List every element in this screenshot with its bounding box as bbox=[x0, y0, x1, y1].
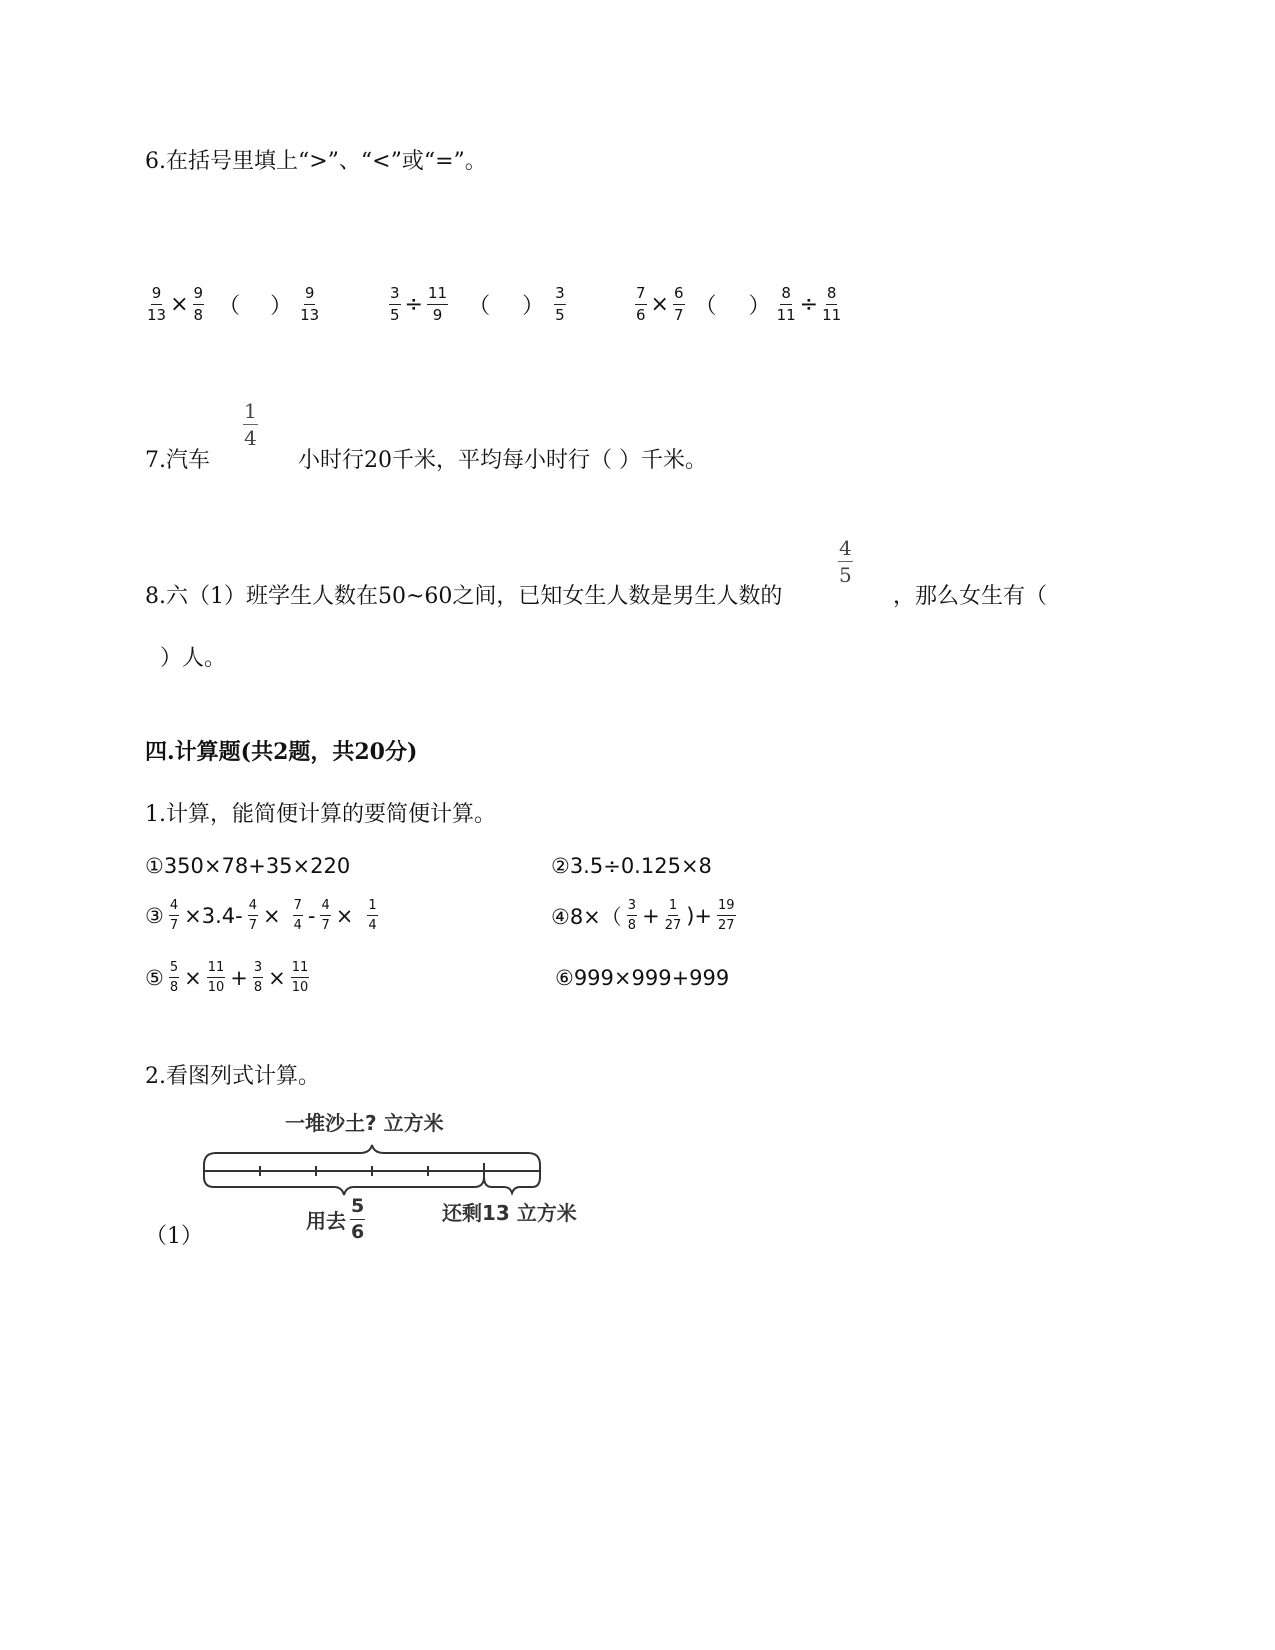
answer-blank-open: （ bbox=[468, 294, 491, 319]
fraction: $\frac{9}{8}$ bbox=[193, 284, 204, 324]
diagram-used-label: 用去 $\frac{5}{6}$ bbox=[306, 1195, 365, 1243]
q6-title: 6.在括号里填上“>”、“<”或“=”。 bbox=[145, 149, 487, 174]
q8-suffix: ，那么女生有（ bbox=[893, 584, 1048, 609]
q6-item-2: $\frac{3}{5}$ ÷ $\frac{11}{9}$ （ ） $\frac{3}{5}$ bbox=[390, 284, 565, 324]
q7-fraction: $\frac{1}{4}$ bbox=[244, 399, 257, 450]
calc-expr-2: ②3.5÷0.125×8 bbox=[551, 854, 712, 878]
section-title: 四.计算题(共2题，共20分) bbox=[145, 739, 418, 765]
answer-blank-close: ） bbox=[270, 294, 293, 319]
answer-blank-close: ） bbox=[748, 294, 771, 319]
q7-prefix: 7.汽车 bbox=[145, 448, 210, 473]
fraction: $\frac{9}{13}$ bbox=[147, 284, 167, 324]
fraction: $\frac{6}{7}$ bbox=[673, 284, 684, 324]
fraction: $\frac{3}{5}$ bbox=[555, 284, 565, 324]
q8-line2: ）人。 bbox=[160, 646, 227, 671]
calc-expr-1: ①350×78+35×220 bbox=[145, 854, 351, 878]
fraction: $\frac{7}{6}$ bbox=[636, 284, 646, 324]
c1-title: 1.计算，能简便计算的要简便计算。 bbox=[145, 802, 496, 827]
diagram-top-label: 一堆沙土? 立方米 bbox=[285, 1111, 444, 1135]
calc-expr-4: ④8×（ $\frac{3}{8}$ + $\frac{1}{27}$ )+ $\frac{19}{27}$ bbox=[551, 898, 735, 933]
fraction: $\frac{8}{11}$ bbox=[776, 284, 796, 324]
c2-title: 2.看图列式计算。 bbox=[145, 1064, 320, 1089]
calc-expr-5: ⑤ $\frac{5}{8}$ × $\frac{11}{10}$ + $\frac{3}{8}$ × $\frac{11}{10}$ bbox=[145, 960, 309, 995]
q8-fraction: $\frac{4}{5}$ bbox=[839, 536, 852, 587]
q8-prefix: 8.六（1）班学生人数在50~60之间，已知女生人数是男生人数的 bbox=[145, 584, 783, 609]
q6-item-1: $\frac{9}{13}$ × $\frac{9}{8}$ （ ） $\frac{9}{13}$ bbox=[147, 284, 320, 324]
fraction: $\frac{3}{5}$ bbox=[390, 284, 400, 324]
diagram-remaining-label: 还剩13 立方米 bbox=[442, 1201, 577, 1225]
fraction: $\frac{8}{11}$ bbox=[822, 284, 842, 324]
calc-expr-3: ③ $\frac{4}{7}$ ×3.4- $\frac{4}{7}$ × $\frac{7}{4}$ - $\frac{4}{7}$ × $\frac{1}{4}$ bbox=[145, 898, 377, 933]
answer-blank-close: ） bbox=[522, 294, 545, 319]
q7-suffix: 小时行20千米，平均每小时行（ ）千米。 bbox=[298, 448, 707, 473]
answer-blank-open: （ bbox=[694, 294, 717, 319]
q6-item-3: $\frac{7}{6}$ × $\frac{6}{7}$ （ ） $\frac{8}{11}$ ÷ $\frac{8}{11}$ bbox=[636, 284, 842, 324]
c2-sub-label: （1） bbox=[145, 1224, 203, 1249]
fraction: $\frac{11}{9}$ bbox=[427, 284, 448, 324]
segment-diagram bbox=[200, 1105, 600, 1245]
answer-blank-open: （ bbox=[218, 294, 241, 319]
calc-expr-6: ⑥999×999+999 bbox=[555, 966, 730, 990]
fraction: $\frac{9}{13}$ bbox=[300, 284, 320, 324]
